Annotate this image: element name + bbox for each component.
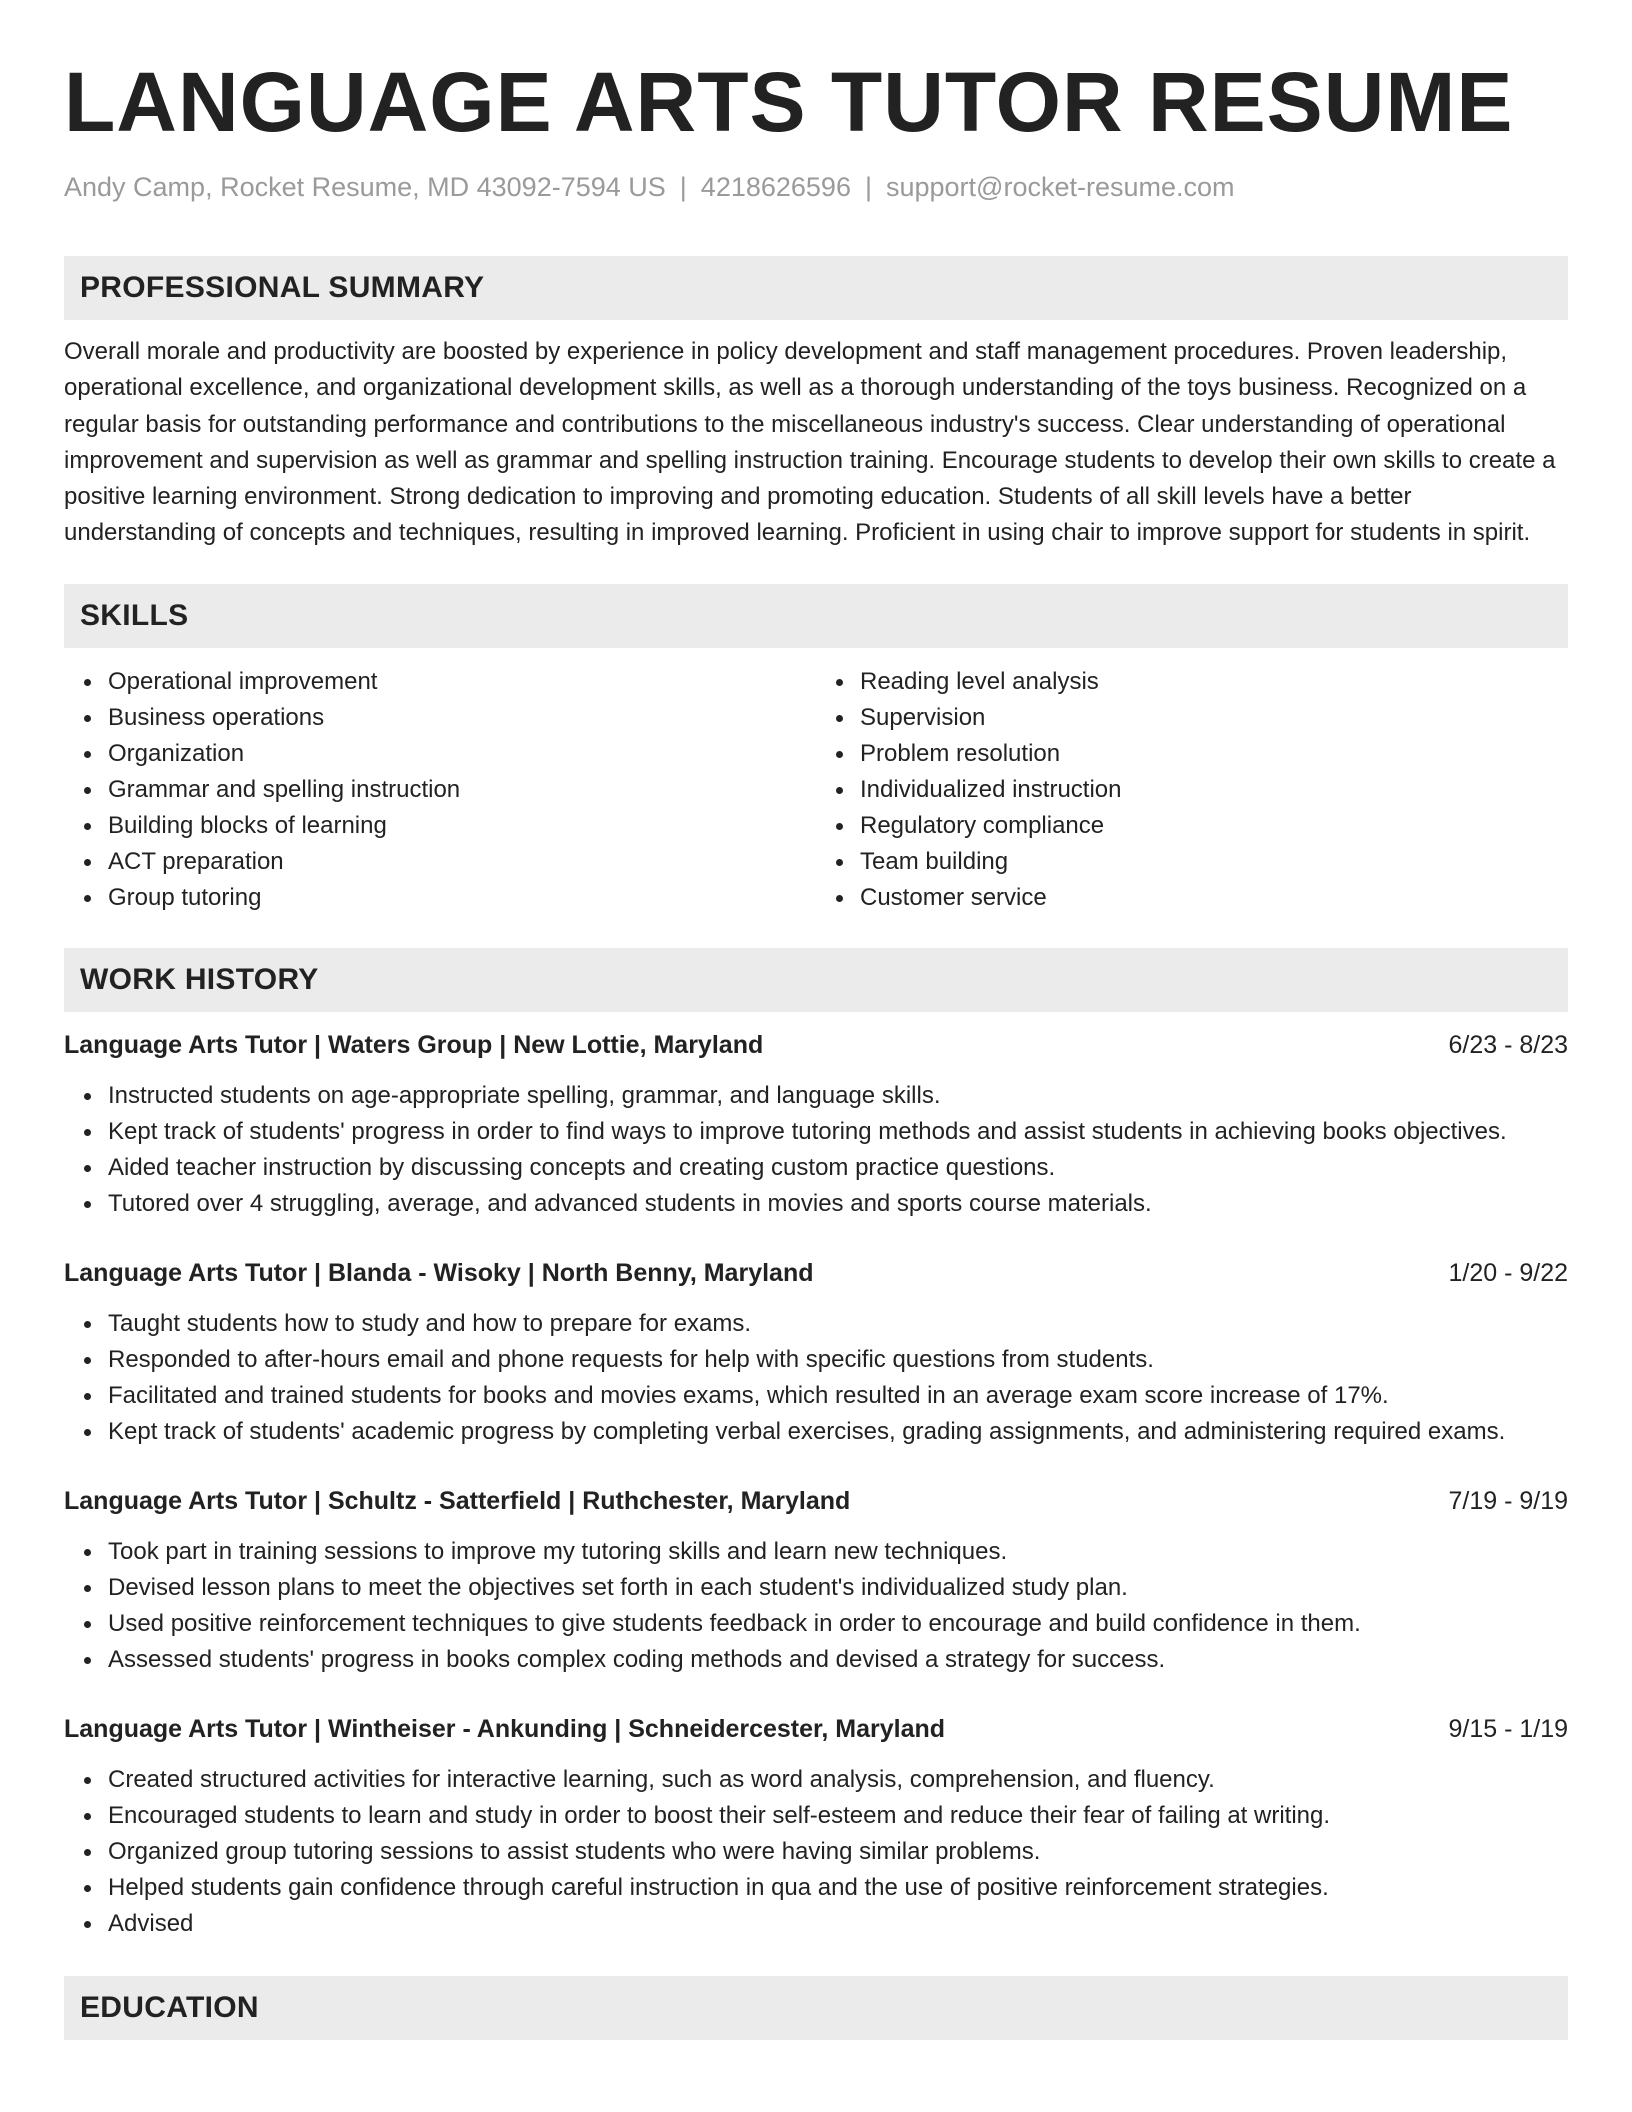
job-bullet: Tutored over 4 struggling, average, and advanced students in movies and sports course materials.	[108, 1186, 1568, 1222]
job-header	[64, 1484, 1568, 1518]
job-bullet: Kept track of students' academic progress by completing verbal exercises, grading assignments, and administering required exams.	[108, 1414, 1568, 1450]
skill-item: Operational improvement	[108, 664, 816, 700]
summary-heading: PROFESSIONAL SUMMARY	[80, 271, 485, 304]
job-title: Language Arts Tutor | Waters Group | New Lottie, Maryland	[64, 1030, 764, 1059]
job-bullet-list	[64, 1078, 1568, 1222]
job-bullet: Encouraged students to learn and study in order to boost their self-esteem and reduce their fear of failing at writing.	[108, 1798, 1568, 1834]
skills-grid	[64, 664, 1568, 916]
job-entry	[64, 1484, 1568, 1678]
skill-item: Grammar and spelling instruction	[108, 772, 816, 808]
skill-item: Regulatory compliance	[860, 808, 1568, 844]
skill-item: ACT preparation	[108, 844, 816, 880]
skills-column-left	[64, 664, 816, 916]
education-section-header	[64, 1976, 1568, 2040]
skill-item: Reading level analysis	[860, 664, 1568, 700]
job-entry	[64, 1028, 1568, 1222]
job-bullet-list	[64, 1306, 1568, 1450]
job-bullet: Responded to after-hours email and phone requests for help with specific questions from students.	[108, 1342, 1568, 1378]
skill-item: Organization	[108, 736, 816, 772]
contact-address: Andy Camp, Rocket Resume, MD 43092-7594 US	[64, 172, 666, 202]
skills-heading: SKILLS	[80, 598, 189, 632]
job-bullet: Assessed students' progress in books complex coding methods and devised a strategy for success.	[108, 1642, 1568, 1678]
contact-email[interactable]: support@rocket-resume.com	[885, 172, 1235, 202]
contact-separator: |	[864, 172, 872, 202]
job-dates: 9/15 - 1/19	[1448, 1714, 1568, 1743]
job-dates: 1/20 - 9/22	[1448, 1258, 1568, 1287]
job-header	[64, 1028, 1568, 1062]
job-bullet: Took part in training sessions to improve my tutoring skills and learn new techniques.	[108, 1534, 1568, 1570]
summary-section-header	[64, 256, 1568, 320]
skill-item: Business operations	[108, 700, 816, 736]
work-history-section-header	[64, 948, 1568, 1012]
job-dates: 7/19 - 9/19	[1448, 1486, 1568, 1515]
contact-line	[64, 170, 1568, 204]
job-bullet-list	[64, 1534, 1568, 1678]
job-title: Language Arts Tutor | Wintheiser - Ankunding | Schneidercester, Maryland	[64, 1714, 946, 1743]
job-bullet: Used positive reinforcement techniques to give students feedback in order to encourage and build confidence in them.	[108, 1606, 1568, 1642]
education-heading: EDUCATION	[80, 1990, 259, 2024]
skill-item: Individualized instruction	[860, 772, 1568, 808]
skill-item: Customer service	[860, 880, 1568, 916]
job-bullet: Created structured activities for interactive learning, such as word analysis, comprehension, and fluency.	[108, 1762, 1568, 1798]
job-bullet-list	[64, 1762, 1568, 1942]
skill-item: Building blocks of learning	[108, 808, 816, 844]
job-title: Language Arts Tutor | Blanda - Wisoky | North Benny, Maryland	[64, 1258, 814, 1287]
job-header	[64, 1712, 1568, 1746]
job-bullet: Taught students how to study and how to prepare for exams.	[108, 1306, 1568, 1342]
contact-phone: 4218626596	[700, 172, 851, 202]
job-entry	[64, 1712, 1568, 1942]
job-bullet: Organized group tutoring sessions to assist students who were having similar problems.	[108, 1834, 1568, 1870]
skill-item: Supervision	[860, 700, 1568, 736]
skills-column-right	[816, 664, 1568, 916]
job-bullet: Instructed students on age-appropriate spelling, grammar, and language skills.	[108, 1078, 1568, 1114]
job-title: Language Arts Tutor | Schultz - Satterfield | Ruthchester, Maryland	[64, 1486, 851, 1515]
job-bullet: Devised lesson plans to meet the objectives set forth in each student's individualized study plan.	[108, 1570, 1568, 1606]
job-entry	[64, 1256, 1568, 1450]
job-bullet: Aided teacher instruction by discussing concepts and creating custom practice questions.	[108, 1150, 1568, 1186]
resume-title: LANGUAGE ARTS TUTOR RESUME	[64, 55, 1514, 149]
work-history-heading: WORK HISTORY	[80, 962, 319, 996]
skill-item: Team building	[860, 844, 1568, 880]
job-bullet: Facilitated and trained students for books and movies exams, which resulted in an average exam score increase of 17%.	[108, 1378, 1568, 1414]
skill-item: Problem resolution	[860, 736, 1568, 772]
job-dates: 6/23 - 8/23	[1448, 1030, 1568, 1059]
summary-text: Overall morale and productivity are boosted by experience in policy development and staff management procedures. Proven leadership, operational excellence, and organizational development skills, as well as a thorough understanding of the toys business. Recognized on a regular basis for outstanding performance and contributions to the miscellaneous industry's success. Clear understanding of operational improvement and supervision as well as grammar and spelling instruction training. Encourage students to develop their own skills to create a positive learning environment. Strong dedication to improving and promoting education. Students of all skill levels have a better understanding of concepts and techniques, resulting in improved learning. Proficient in using chair to improve support for students in spirit.	[64, 338, 1556, 547]
job-bullet: Advised	[108, 1906, 1568, 1942]
job-bullet: Kept track of students' progress in order to find ways to improve tutoring methods and assist students in achieving books objectives.	[108, 1114, 1568, 1150]
contact-separator: |	[679, 172, 687, 202]
job-header	[64, 1256, 1568, 1290]
skills-section-header	[64, 584, 1568, 648]
skill-item: Group tutoring	[108, 880, 816, 916]
job-bullet: Helped students gain confidence through careful instruction in qua and the use of positive reinforcement strategies.	[108, 1870, 1568, 1906]
